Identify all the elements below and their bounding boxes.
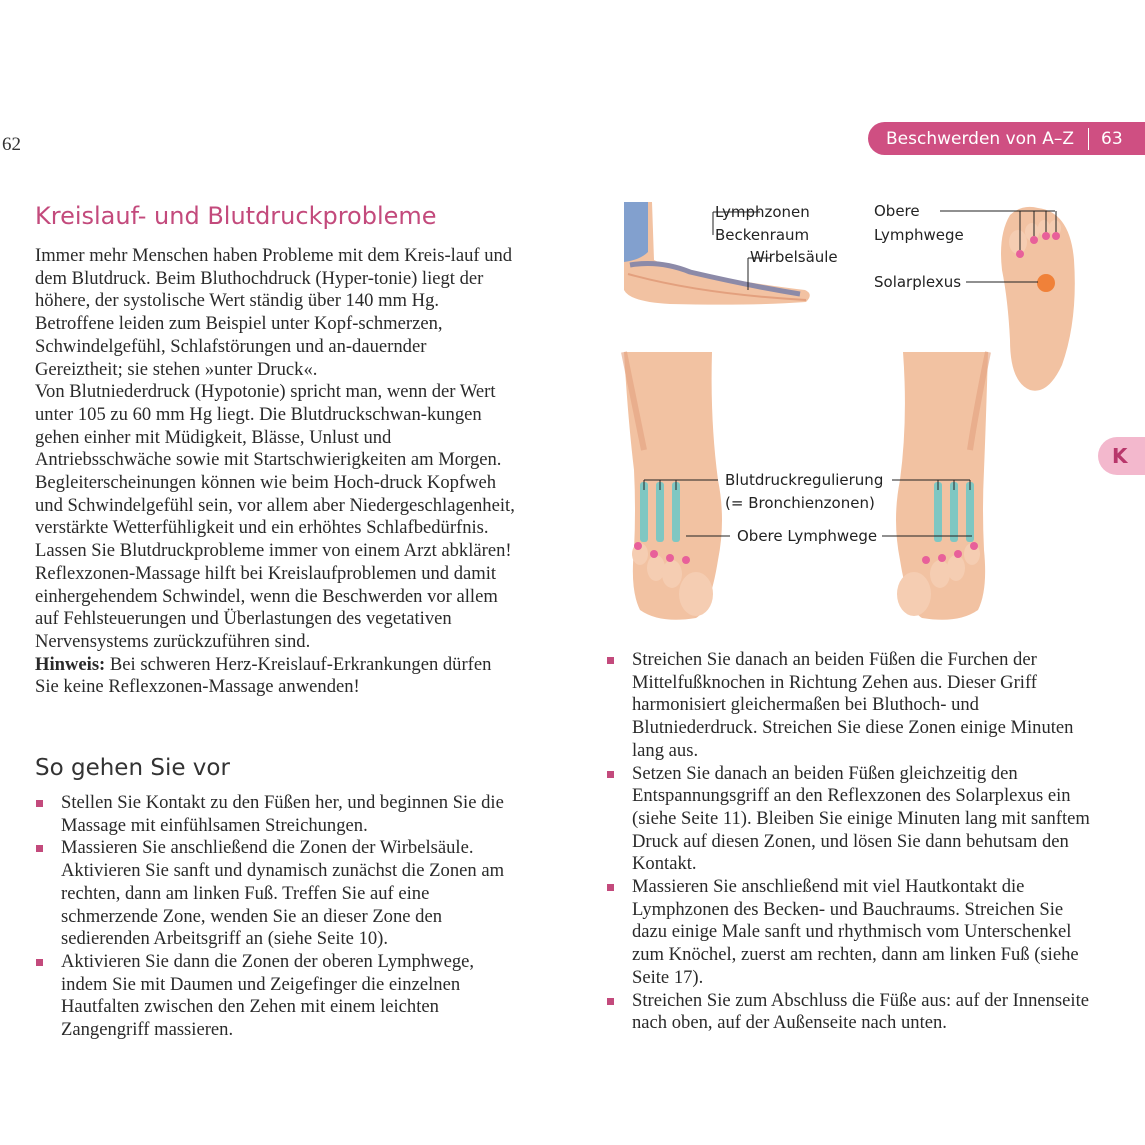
lymph-point bbox=[1030, 236, 1038, 244]
bronchial-zone bbox=[640, 482, 648, 542]
list-item: Streichen Sie zum Abschluss die Füße aus: auf der Innenseite nach oben, auf der Außenseite nach unten. bbox=[606, 990, 1091, 1035]
divider bbox=[1088, 128, 1089, 150]
bronchial-zone bbox=[950, 482, 958, 542]
lymph-point bbox=[954, 550, 962, 558]
section-title: Kreislauf- und Blutdruckprobleme bbox=[35, 202, 437, 230]
list-item: Stellen Sie Kontakt zu den Füßen her, und beginnen Sie die Massage mit einfühlsamen Streichungen. bbox=[35, 792, 505, 837]
label-lymphwege: Lymphwege bbox=[874, 226, 964, 244]
note-paragraph bbox=[35, 654, 515, 699]
left-foot-icon bbox=[624, 352, 722, 620]
foot-reflexology-illustration bbox=[600, 190, 1100, 630]
list-item: Setzen Sie danach an beiden Füßen gleichzeitig den Entspannungsgriff an den Reflexzonen des Solarplexus ein (siehe Seite 11). Bleiben Sie einige Minuten lang mit sanftem Druck auf diesen Zonen, und lösen Sie dann behutsam den Kontakt. bbox=[606, 763, 1091, 877]
lymph-point bbox=[1016, 250, 1024, 258]
note-label: Hinweis: bbox=[35, 653, 106, 675]
lymph-point bbox=[666, 554, 674, 562]
lymph-point bbox=[938, 554, 946, 562]
list-item: Massieren Sie anschließend mit viel Hautkontakt die Lymphzonen des Becken- und Bauchraums. Streichen Sie dazu einige Male sanft und rhythmisch vom Unterschenkel zum Knöchel, zuerst am rechten, dann am linken Fuß (siehe Seite 17). bbox=[606, 876, 1091, 990]
list-item: Massieren Sie anschließend die Zonen der Wirbelsäule. Aktivieren Sie sanft und dynamisch zunächst die Zonen am rechten, dann am linken Fuß. Treffen Sie auf eine schmerzende Zone, wenden Sie an dieser Zone den sedierenden Arbeitsgriff an (siehe Seite 10). bbox=[35, 837, 505, 951]
list-item: Aktivieren Sie dann die Zonen der oberen Lymphwege, indem Sie mit Daumen und Zeigefinger die einzelnen Hautfalten zwischen den Zehen mit einem leichten Zangengriff massieren. bbox=[35, 951, 505, 1042]
bronchial-zone bbox=[672, 482, 680, 542]
bronchial-zone bbox=[934, 482, 942, 542]
lymph-point bbox=[650, 550, 658, 558]
lymph-point bbox=[682, 556, 690, 564]
label-lymphzonen: Lymphzonen bbox=[715, 203, 810, 221]
label-beckenraum: Beckenraum bbox=[715, 226, 810, 244]
page-number-left: 62 bbox=[2, 134, 21, 155]
page-number-right: 63 bbox=[1101, 128, 1123, 149]
procedure-title: So gehen Sie vor bbox=[35, 755, 230, 781]
right-foot-icon bbox=[896, 352, 988, 620]
label-blutdruck: Blutdruckregulierung bbox=[725, 471, 884, 489]
label-bronchienzonen: (= Bronchienzonen) bbox=[725, 494, 875, 512]
intro-paragraph: Immer mehr Menschen haben Probleme mit dem Kreis-lauf und dem Blutdruck. Beim Bluthochdruck (Hyper-tonie) liegt der höhere, der systolische Wert ständig über 140 mm Hg. Betroffene leiden zum Beispiel unter Kopf-schmerzen, Schwindelgefühl, Schlafstörungen und an-dauernder Gereiztheit; sie stehen »unter Druck«. bbox=[35, 245, 513, 380]
label-obere-lymphwege: Obere Lymphwege bbox=[737, 527, 878, 545]
list-item: Streichen Sie danach an beiden Füßen die Furchen der Mittelfußknochen in Richtung Zehen aus. Dieser Griff harmonisiert gleichermaßen bei Bluthoch- und Blutniederdruck. Streichen Sie diese Zonen einige Minuten lang aus. bbox=[606, 649, 1091, 763]
bronchial-zone bbox=[656, 482, 664, 542]
note-text: Bei schweren Herz-Kreislauf-Erkrankungen dürfen Sie keine Reflexzonen-Massage anwenden! bbox=[35, 653, 492, 698]
procedure-list-left bbox=[35, 792, 505, 1042]
intro-text bbox=[35, 245, 515, 699]
intro-paragraph: Von Blutniederdruck (Hypotonie) spricht man, wenn der Wert unter 105 zu 60 mm Hg liegt. Die Blutdruckschwan-kungen gehen einher mit Müdigkeit, Blässe, Unlust und Antriebsschwäche sowie mit Startschwierigkeiten am Morgen. Begleiterscheinungen können wie beim Hoch-druck Kopfweh und Schwindelgefühl sein, vor allem aber Niedergeschlagenheit, verstärkte Wetterfühligkeit und ein erhöhtes Schlafbedürfnis. Lassen Sie Blutdruckprobleme immer von einem Arzt abklären! bbox=[35, 381, 515, 562]
lymph-point bbox=[1042, 232, 1050, 240]
procedure-list-right bbox=[606, 649, 1091, 1035]
lymph-point bbox=[634, 542, 642, 550]
alphabet-tab[interactable]: K bbox=[1098, 437, 1145, 475]
lymph-point bbox=[1052, 232, 1060, 240]
intro-paragraph: Reflexzonen-Massage hilft bei Kreislaufproblemen und damit einhergehendem Schwindel, wenn die Beschwerden vor allem auf Fehlsteuerungen und Überlastungen des vegetativen Nervensystems zurückzuführen sind. bbox=[35, 562, 498, 652]
bronchial-zone bbox=[966, 482, 974, 542]
lymph-point bbox=[922, 556, 930, 564]
label-obere: Obere bbox=[874, 202, 920, 220]
label-wirbelsaeule: Wirbelsäule bbox=[750, 248, 838, 266]
lymph-zone bbox=[624, 202, 648, 262]
chapter-tab bbox=[868, 122, 1145, 155]
lymph-point bbox=[970, 542, 978, 550]
sole-foot-icon bbox=[1001, 207, 1075, 391]
label-solarplexus: Solarplexus bbox=[874, 273, 962, 291]
solar-plexus-point bbox=[1037, 274, 1055, 292]
chapter-title: Beschwerden von A–Z bbox=[886, 128, 1074, 149]
